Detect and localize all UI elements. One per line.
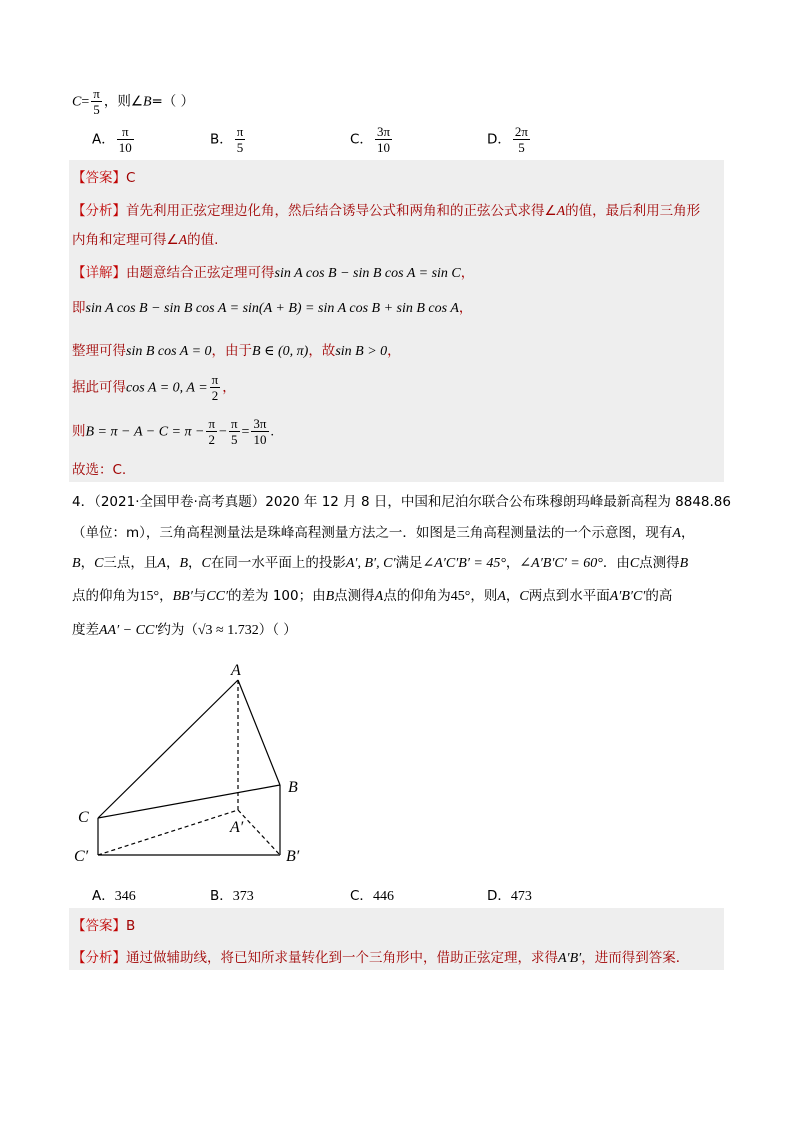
q3-choice: 故选：C. — [72, 462, 127, 478]
label-a-prime: A′ — [230, 819, 244, 836]
q3-analysis-line2: 内角和定理可得∠A的值. — [72, 232, 219, 248]
edge-a-prime-b-prime-dashed — [238, 810, 280, 855]
label-a: A — [231, 662, 241, 679]
label-b: B — [288, 779, 298, 796]
label-c-prime: C′ — [74, 848, 89, 865]
q3-option-d[interactable]: D． $\frac{2\pi}{5}$ — [487, 124, 528, 155]
q3-detail-line3: 整理可得sin B cos A = 0，由于B ∈ (0, π)，故sin B > 0， — [72, 343, 401, 359]
q4-stem-line5: 度差AA′ − CC′约为（√3 ≈ 1.732）（ ） — [72, 622, 297, 638]
edge-ab — [238, 680, 280, 785]
edge-ac — [98, 680, 238, 818]
q3-detail-line1: 【详解】由题意结合正弦定理可得sin A cos B − sin B cos A = sin C， — [72, 265, 475, 281]
q4-option-a[interactable]: A．346 — [92, 888, 136, 904]
q4-stem-line3: B，C三点，且A，B，C在同一水平面上的投影A′, B′, C′满足∠A′C′B′ = 45°，∠A′B′C′ = 60°．由C点测得B — [72, 555, 689, 571]
q3-option-a[interactable]: A． $\frac{\pi}{10}$ — [92, 124, 132, 155]
q4-option-d[interactable]: D．473 — [487, 888, 532, 904]
label-b-prime: B′ — [286, 848, 300, 865]
q4-option-b[interactable]: B．373 — [210, 888, 254, 904]
q3-answer: 【答案】C — [72, 170, 136, 186]
q3-detail-line2: 即sin A cos B − sin B cos A = sin(A + B) = sin A cos B + sin B cos A， — [72, 300, 473, 316]
edge-c-prime-a-prime-dashed — [98, 810, 238, 855]
q4-answer: 【答案】B — [72, 918, 136, 934]
q3-stem: C= $\frac{\pi}{5}$ ，则∠B=（ ） — [72, 86, 195, 117]
fraction-pi-over-5: $\frac{\pi}{5}$ — [93, 86, 100, 117]
q3-option-c[interactable]: C． $\frac{3\pi}{10}$ — [350, 124, 391, 155]
q3-analysis-line1: 【分析】首先利用正弦定理边化角，然后结合诱导公式和两角和的正弦公式求得∠A的值，最后利用三角形 — [72, 203, 701, 219]
var-c: C — [72, 94, 82, 110]
q4-analysis: 【分析】通过做辅助线，将已知所求量转化到一个三角形中，借助正弦定理，求得A′B′，进而得到答案． — [72, 950, 690, 966]
q3-detail-line4: 据此可得cos A = 0, A = $\frac{\pi}{2}$ ， — [72, 372, 236, 403]
q3-option-b[interactable]: B． $\frac{\pi}{5}$ — [210, 124, 244, 155]
triangulation-figure — [70, 655, 330, 875]
q4-option-c[interactable]: C．446 — [350, 888, 394, 904]
q4-stem-line4: 点的仰角为15°，BB′与CC′的差为 100；由B点测得A点的仰角为45°，则A，C两点到水平面A′B′C′的高 — [72, 588, 673, 604]
edge-cb — [98, 785, 280, 818]
q4-stem-line1: 4．（2021·全国甲卷·高考真题）2020 年 12 月 8 日，中国和尼泊尔联合公布珠穆朗玛峰最新高程为 8848.86 — [72, 494, 731, 510]
q3-detail-line5: 则B = π − A − C = π − $\frac{\pi}{2}$ − $\frac{\pi}{5}$ = $\frac{3\pi}{10}$ . — [72, 416, 274, 447]
q4-stem-line2: （单位：m），三角高程测量法是珠峰高程测量方法之一．如图是三角高程测量法的一个示意图，现有A， — [72, 525, 695, 541]
label-c: C — [78, 809, 89, 826]
